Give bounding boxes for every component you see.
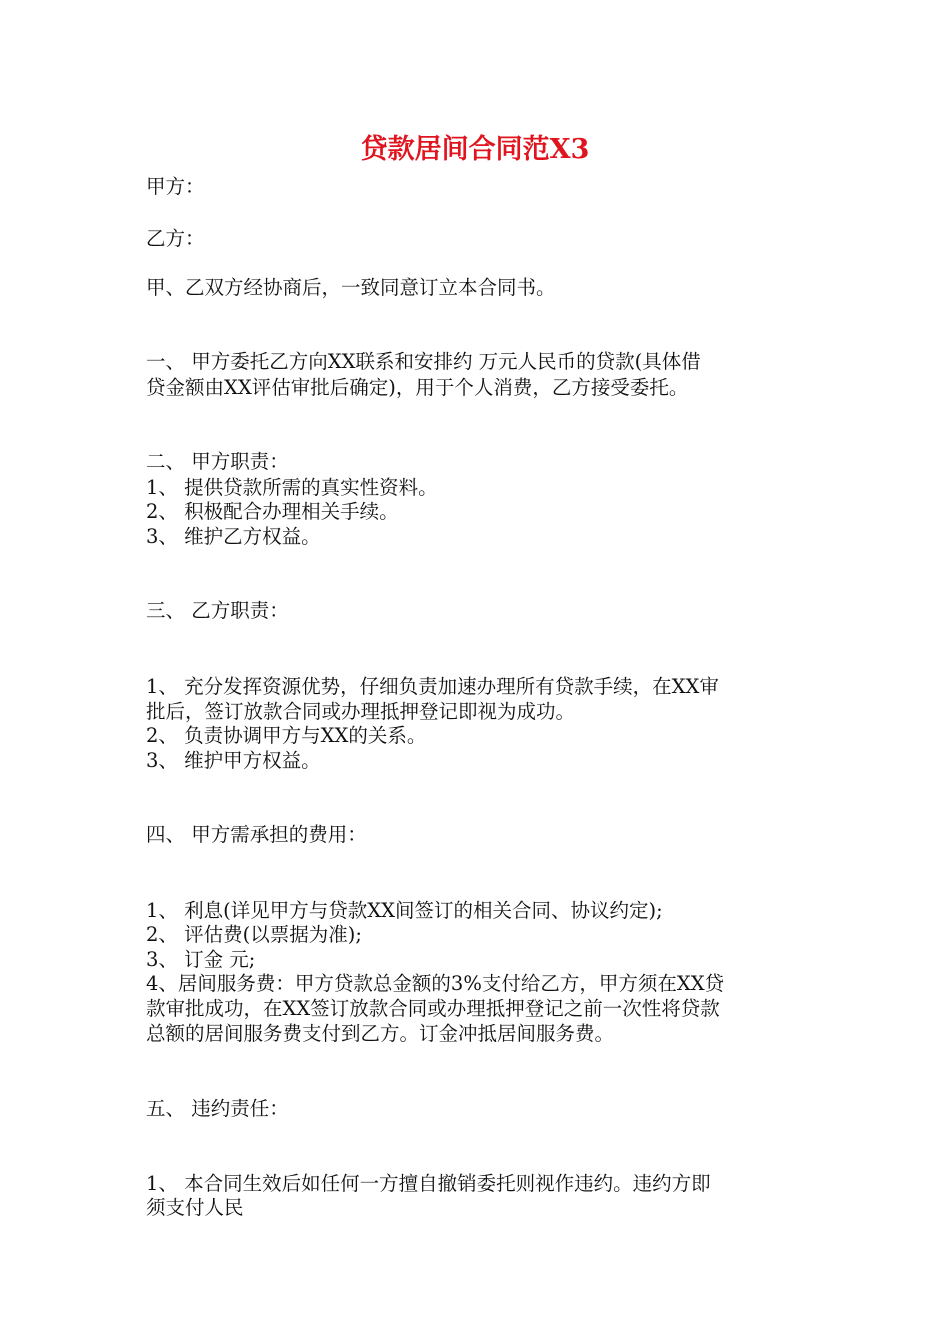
- clause4-item2: 2、 评估费(以票据为准);: [146, 923, 362, 946]
- clause5-heading: 五、 违约责任：: [146, 1097, 289, 1120]
- clause4-item4-line3: 总额的居间服务费支付到乙方。订金冲抵居间服务费。: [146, 1022, 615, 1045]
- party-a-label: 甲方：: [146, 175, 205, 198]
- document-title: 贷款居间合同范X3: [360, 134, 590, 165]
- clause2-item: 1、 提供贷款所需的真实性资料。: [146, 476, 438, 499]
- clause5-item1-line2: 须支付人民: [146, 1196, 244, 1219]
- clause2-item: 2、 积极配合办理相关手续。: [146, 500, 399, 523]
- clause5-item1-line1: 1、 本合同生效后如任何一方擅自撤销委托则视作违约。违约方即: [146, 1172, 711, 1195]
- clause4-item4-line2: 款审批成功，在XX签订放款合同或办理抵押登记之前一次性将贷款: [146, 997, 720, 1020]
- clause3-item3: 3、 维护甲方权益。: [146, 749, 321, 772]
- clause3-item2: 2、 负责协调甲方与XX的关系。: [146, 724, 427, 747]
- clause4-item4-line1: 4、居间服务费：甲方贷款总金额的3%支付给乙方，甲方须在XX贷: [146, 972, 725, 995]
- clause4-item1: 1、 利息(详见甲方与贷款XX间签订的相关合同、协议约定);: [146, 899, 663, 922]
- clause3-heading: 三、 乙方职责：: [146, 599, 289, 622]
- clause2-heading: 二、 甲方职责：: [146, 450, 289, 473]
- clause3-item1-line1: 1、 充分发挥资源优势，仔细负责加速办理所有贷款手续，在XX审: [146, 675, 719, 698]
- intro-paragraph: 甲、乙双方经协商后，一致同意订立本合同书。: [146, 276, 556, 299]
- party-b-label: 乙方：: [146, 227, 205, 250]
- clause4-item3: 3、 订金 元;: [146, 948, 256, 971]
- clause1-line1: 一、 甲方委托乙方向XX联系和安排约 万元人民币的贷款(具体借: [146, 350, 701, 373]
- clause2-item: 3、 维护乙方权益。: [146, 525, 321, 548]
- clause3-item1-line2: 批后，签订放款合同或办理抵押登记即视为成功。: [146, 700, 576, 723]
- clause1-line2: 贷金额由XX评估审批后确定)，用于个人消费，乙方接受委托。: [146, 376, 689, 399]
- clause4-heading: 四、 甲方需承担的费用：: [146, 823, 367, 846]
